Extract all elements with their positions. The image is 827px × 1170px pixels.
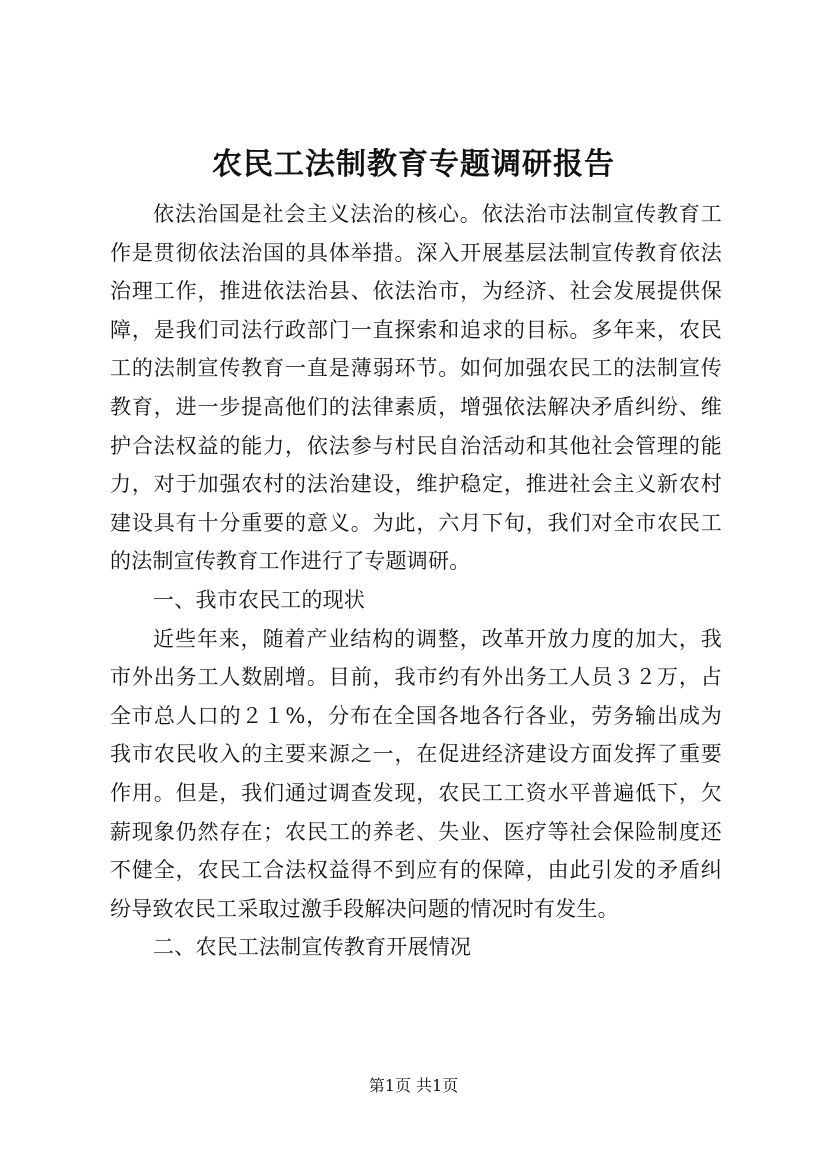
paragraph-intro: 依法治国是社会主义法治的核心。依法治市法制宣传教育工作是贯彻依法治国的具体举措。深入开展基层法制宣传教育依法治理工作，推进依法治县、依法治市，为经济、社会发展提供保障，是我们司法行政部门一直探索和追求的目标。多年来，农民工的法制宣传教育一直是薄弱环节。如何加强农民工的法制宣传教育，进一步提高他们的法律素质，增强依法解决矛盾纠纷、维护合法权益的能力，依法参与村民自治活动和其他社会管理的能力，对于加强农村的法治建设，维护稳定，推进社会主义新农村建设具有十分重要的意义。为此，六月下旬，我们对全市农民工的法制宣传教育工作进行了专题调研。 bbox=[110, 202, 722, 574]
document-body bbox=[110, 195, 722, 967]
paragraph-status: 近些年来，随着产业结构的调整，改革开放力度的加大，我市外出务工人数剧增。目前，我市约有外出务工人员３２万，占全市总人口的２１%，分布在全国各地各行各业，劳务输出成为我市农民收入的主要来源之一，在促进经济建设方面发挥了重要作用。但是，我们通过调查发现，农民工工资水平普遍低下，欠薪现象仍然存在；农民工的养老、失业、医疗等社会保险制度还不健全，农民工合法权益得不到应有的保障，由此引发的矛盾纠纷导致农民工采取过激手段解决问题的情况时有发生。 bbox=[110, 626, 722, 921]
section-heading-2: 二、农民工法制宣传教育开展情况 bbox=[153, 935, 472, 960]
page-footer: 第1页 共1页 bbox=[368, 1076, 459, 1095]
section-heading-1: 一、我市农民工的现状 bbox=[153, 587, 366, 612]
document-title: 农民工法制教育专题调研报告 bbox=[212, 147, 615, 182]
